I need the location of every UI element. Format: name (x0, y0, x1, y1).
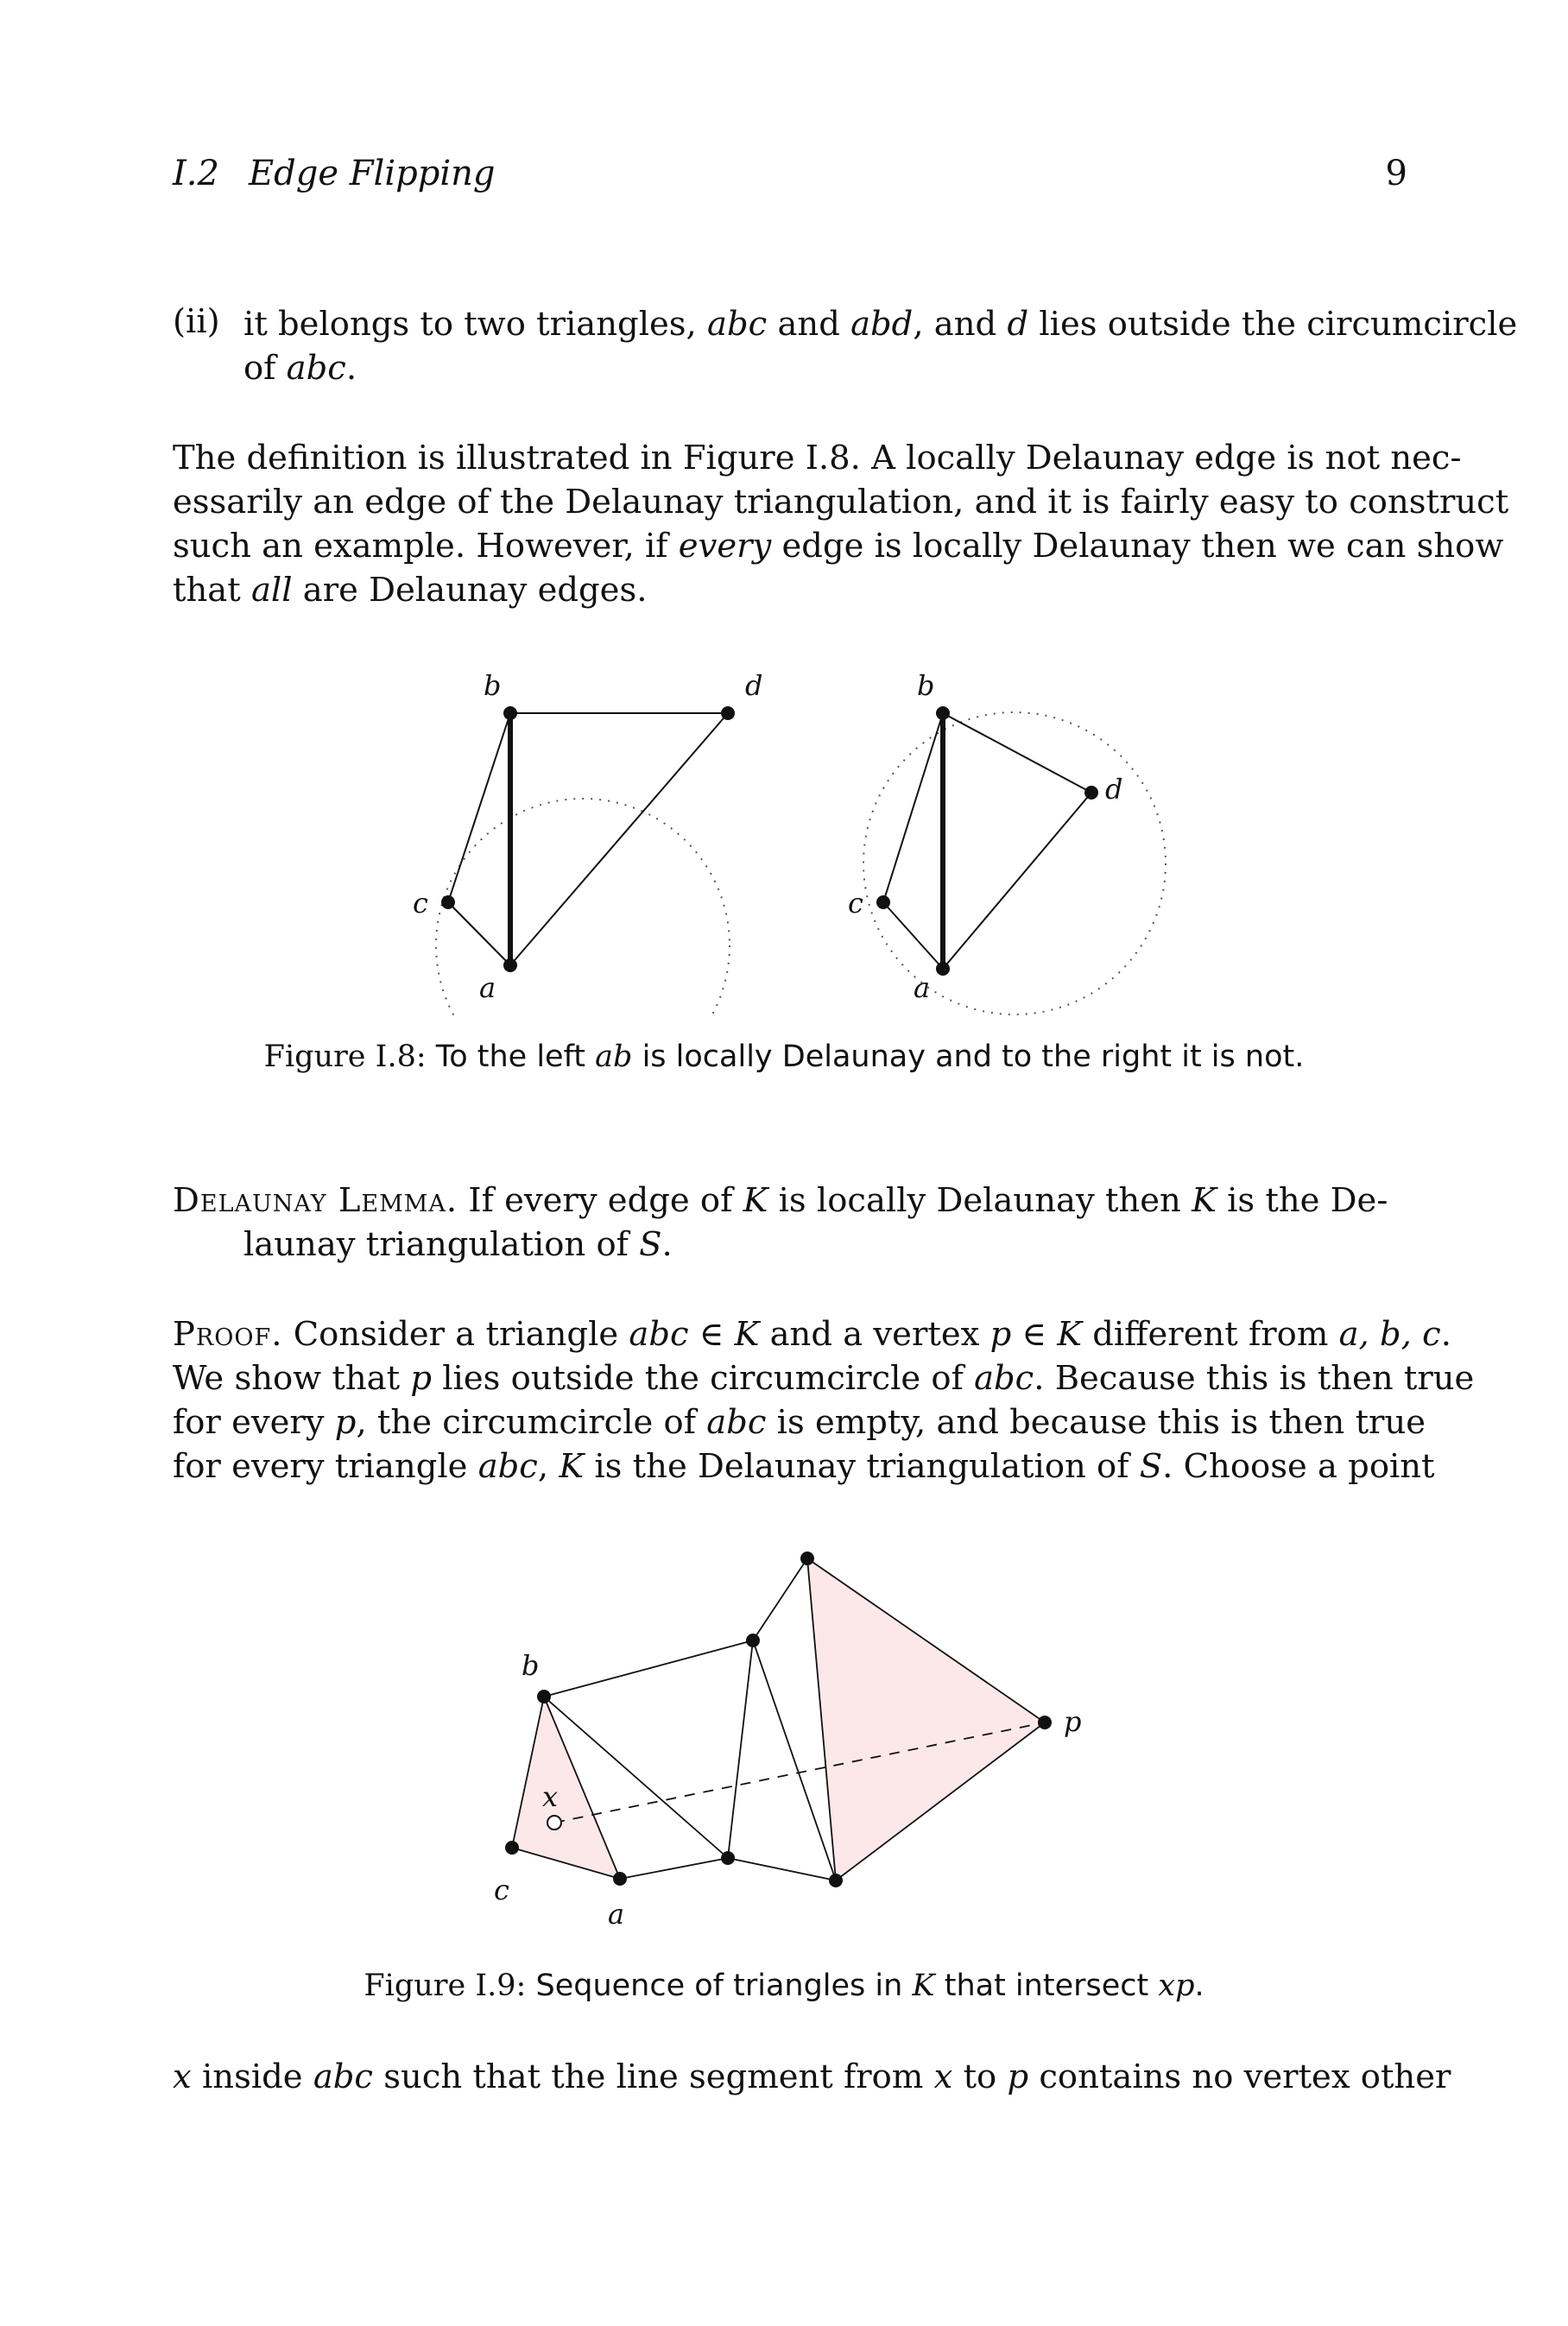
vertex-bottom-mid (721, 1851, 735, 1865)
vertex-bottom-right (829, 1874, 843, 1887)
figure-i8-right (848, 669, 1166, 1014)
edge-da (943, 793, 1091, 969)
proof-paragraph: Proof. Consider a triangle abc ∈ K and a vertex p ∈ K different from a, b, c. We show that p lies outside the circumcircle of abc. Because this is then true for every p, the circumcircle of abc is empty, and because this is then true for every triangle abc, K is the Delaunay triangulation of S. Choose a point (173, 1315, 1475, 1486)
vertex-d (1084, 786, 1098, 800)
vertex-b (503, 706, 517, 720)
label-b: b (917, 669, 935, 702)
label-d: d (745, 669, 763, 702)
section-title: Edge Flipping (248, 154, 496, 193)
vertex-a (936, 962, 950, 976)
label-d: d (1105, 773, 1123, 806)
circumcircle-right (863, 712, 1166, 1014)
vertex-p (1038, 1716, 1052, 1729)
label-a: a (914, 971, 931, 1004)
figure-i8-left (413, 669, 762, 1019)
figure-i8 (0, 656, 1568, 1019)
vertex-b (537, 1690, 551, 1703)
vertex-b (936, 706, 950, 720)
label-b: b (484, 669, 502, 702)
edge-da (510, 713, 728, 965)
running-header-title (173, 154, 495, 193)
delaunay-lemma-line2: launay triangulation of S. (243, 1225, 673, 1264)
edge-bc (448, 713, 510, 902)
triangle-right-shaded (807, 1558, 1045, 1880)
edge-bc (883, 713, 943, 902)
label-p: p (1064, 1705, 1082, 1738)
label-x: x (542, 1780, 559, 1813)
vertex-c (441, 895, 455, 909)
delaunay-lemma: Delaunay Lemma. If every edge of K is locally Delaunay then K is the De- (173, 1181, 1388, 1220)
page-number: 9 (1385, 154, 1407, 193)
item-ii-text: it belongs to two triangles, abc and abd, and d lies outside the circumcircle of abc. (243, 305, 1518, 388)
triangle-abc-shaded (512, 1697, 620, 1879)
label-c: c (848, 887, 863, 920)
label-a: a (479, 971, 496, 1004)
definition-paragraph: The definition is illustrated in Figure I.8. A locally Delaunay edge is not nec- essarily an edge of the Delaunay triangulation, and it is fairly easy to construct such an example. However, if every edge is locally Delaunay then we can show that all are Delaunay edges. (173, 439, 1509, 610)
continuation-line: x inside abc such that the line segment from x to p contains no vertex other (173, 2057, 1451, 2096)
label-a: a (608, 1898, 625, 1931)
vertex-mid-top (746, 1634, 760, 1647)
vertex-a (503, 958, 517, 972)
vertex-top (800, 1552, 814, 1565)
vertex-c (505, 1841, 519, 1855)
vertex-c (876, 895, 890, 909)
proof-name: Proof. (173, 1315, 283, 1354)
shaded-triangles (512, 1558, 1045, 1880)
item-label-ii: (ii) (173, 302, 220, 341)
label-c: c (413, 887, 428, 920)
vertex-a (613, 1872, 627, 1886)
vertex-d (721, 706, 735, 720)
point-x (547, 1816, 561, 1830)
section-number: I.2 (173, 154, 219, 193)
figure-i9 (0, 1537, 1568, 1943)
edge-bd (943, 713, 1091, 793)
figure-i8-caption: Figure I.8: To the left ab is locally Delaunay and to the right it is not. (263, 1040, 1305, 1074)
edge-ca (448, 902, 510, 965)
figure-i9-caption: Figure I.9: Sequence of triangles in K that intersect xp. (364, 1969, 1204, 2003)
label-c: c (494, 1874, 509, 1906)
edge-ca (883, 902, 943, 969)
label-b: b (522, 1649, 540, 1682)
lemma-name: Delaunay Lemma. (173, 1181, 458, 1220)
